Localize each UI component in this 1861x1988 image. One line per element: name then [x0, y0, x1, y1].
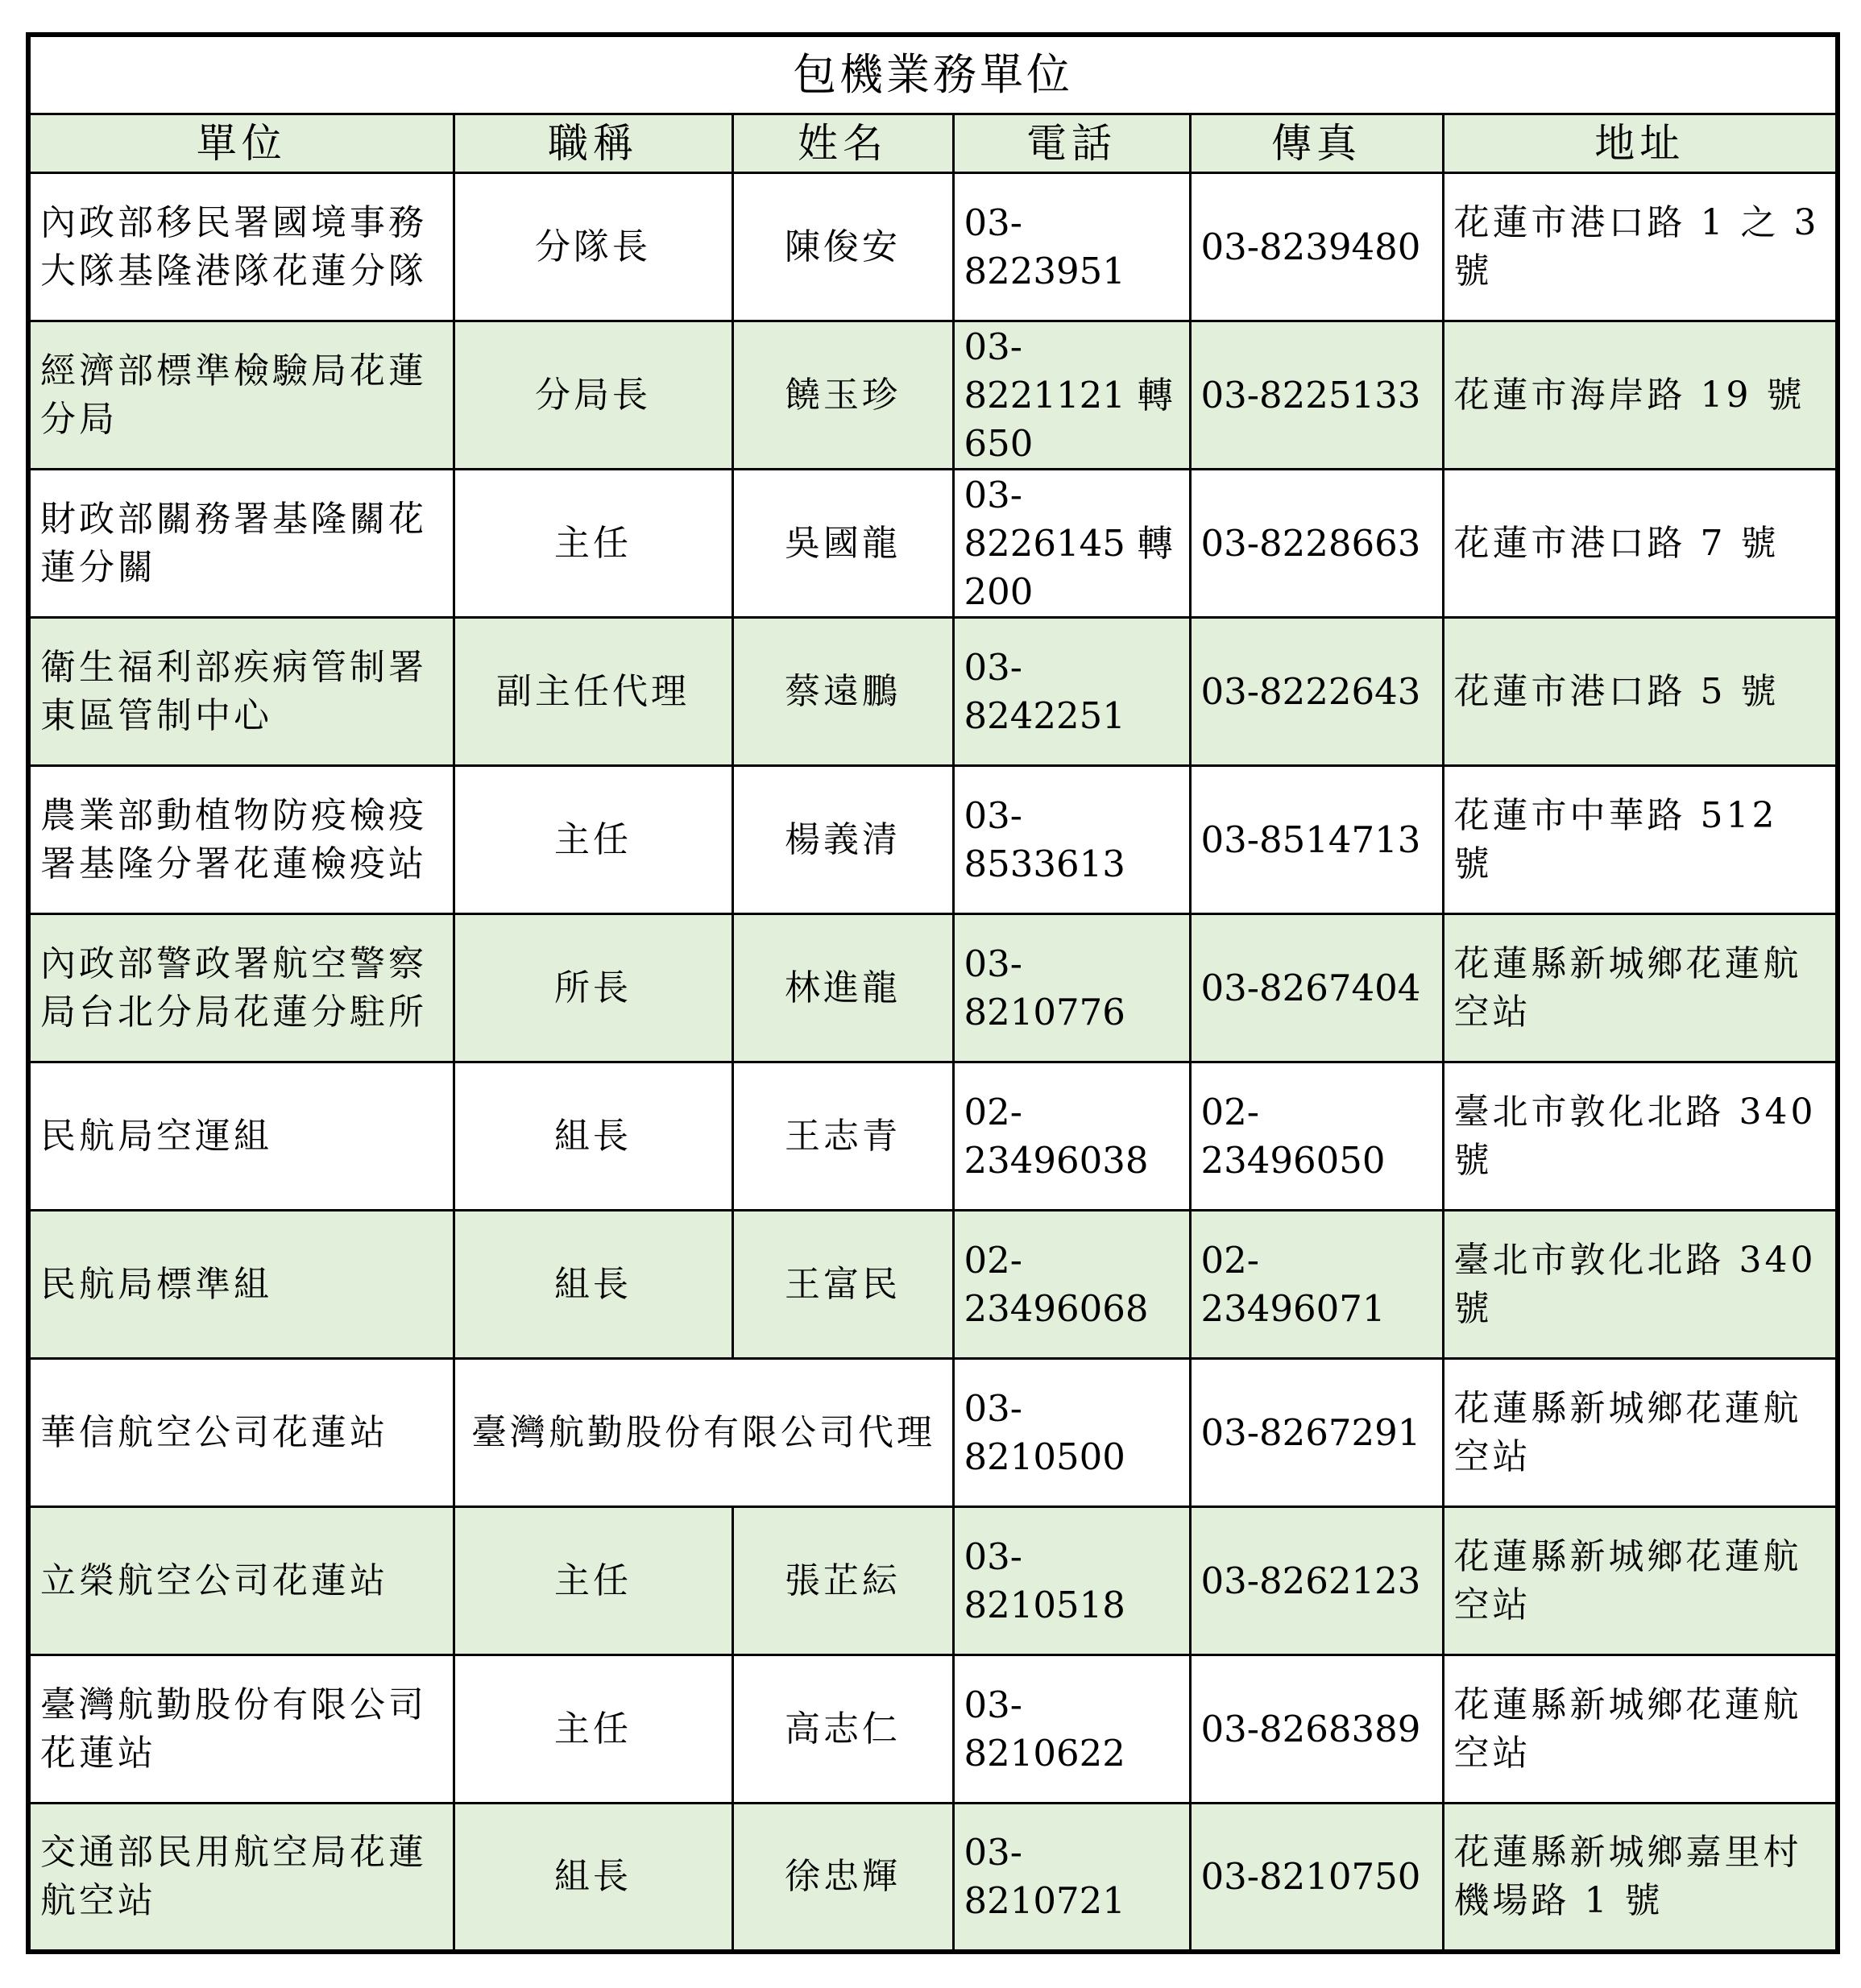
unit-cell: 內政部警政署航空警察局台北分局花蓮分駐所: [28, 914, 454, 1062]
address-cell: 花蓮縣新城鄉花蓮航空站: [1443, 1507, 1838, 1655]
table-row: [28, 1359, 1838, 1507]
title-cell: 組長: [454, 1062, 732, 1211]
unit-cell: 內政部移民署國境事務大隊基隆港隊花蓮分隊: [28, 173, 454, 321]
address-cell: 花蓮縣新城鄉花蓮航空站: [1443, 914, 1838, 1062]
name-cell: 蔡遠鵬: [732, 618, 953, 766]
phone-cell: 03-8210622: [953, 1655, 1190, 1804]
name-cell: 王志青: [732, 1062, 953, 1211]
table-row: [28, 1507, 1838, 1655]
table-row: [28, 618, 1838, 766]
unit-cell: 民航局標準組: [28, 1211, 454, 1359]
fax-cell: 03-8267291: [1190, 1359, 1443, 1507]
name-cell: 吳國龍: [732, 470, 953, 618]
unit-cell: 民航局空運組: [28, 1062, 454, 1211]
phone-cell: 03-8533613: [953, 766, 1190, 914]
address-cell: 花蓮縣新城鄉花蓮航空站: [1443, 1655, 1838, 1804]
address-cell: 花蓮市港口路 1 之 3 號: [1443, 173, 1838, 321]
merged-title-name-cell: 臺灣航勤股份有限公司代理: [454, 1359, 953, 1507]
unit-cell: 臺灣航勤股份有限公司花蓮站: [28, 1655, 454, 1804]
unit-cell: 華信航空公司花蓮站: [28, 1359, 454, 1507]
title-cell: 組長: [454, 1211, 732, 1359]
phone-cell: 03-8242251: [953, 618, 1190, 766]
table-header-row: [28, 114, 1838, 173]
name-cell: 王富民: [732, 1211, 953, 1359]
address-cell: 花蓮市港口路 7 號: [1443, 470, 1838, 618]
name-cell: 徐忠輝: [732, 1804, 953, 1952]
phone-cell: 02-23496038: [953, 1062, 1190, 1211]
header-phone: 電話: [953, 114, 1190, 173]
address-cell: 花蓮縣新城鄉花蓮航空站: [1443, 1359, 1838, 1507]
phone-cell: 03-8221121 轉 650: [953, 321, 1190, 470]
document-page: [26, 32, 1835, 1954]
title-cell: 副主任代理: [454, 618, 732, 766]
name-cell: 饒玉珍: [732, 321, 953, 470]
unit-cell: 交通部民用航空局花蓮航空站: [28, 1804, 454, 1952]
table-row: [28, 470, 1838, 618]
fax-cell: 03-8514713: [1190, 766, 1443, 914]
table-row: [28, 1804, 1838, 1952]
phone-cell: 03-8210500: [953, 1359, 1190, 1507]
address-cell: 花蓮市港口路 5 號: [1443, 618, 1838, 766]
address-cell: 花蓮縣新城鄉嘉里村機場路 1 號: [1443, 1804, 1838, 1952]
title-cell: 分局長: [454, 321, 732, 470]
address-cell: 花蓮市中華路 512 號: [1443, 766, 1838, 914]
table-row: [28, 914, 1838, 1062]
table-row: [28, 1062, 1838, 1211]
address-cell: 臺北市敦化北路 340 號: [1443, 1062, 1838, 1211]
fax-cell: 03-8210750: [1190, 1804, 1443, 1952]
table-title: 包機業務單位: [28, 35, 1838, 114]
title-cell: 主任: [454, 766, 732, 914]
title-cell: 所長: [454, 914, 732, 1062]
title-cell: 主任: [454, 470, 732, 618]
header-unit: 單位: [28, 114, 454, 173]
name-cell: 高志仁: [732, 1655, 953, 1804]
phone-cell: 03-8210776: [953, 914, 1190, 1062]
header-address: 地址: [1443, 114, 1838, 173]
unit-cell: 農業部動植物防疫檢疫署基隆分署花蓮檢疫站: [28, 766, 454, 914]
unit-cell: 立榮航空公司花蓮站: [28, 1507, 454, 1655]
title-cell: 主任: [454, 1507, 732, 1655]
title-cell: 分隊長: [454, 173, 732, 321]
fax-cell: 03-8222643: [1190, 618, 1443, 766]
charter-units-table: [26, 32, 1840, 1954]
phone-cell: 03-8223951: [953, 173, 1190, 321]
table-row: [28, 173, 1838, 321]
address-cell: 花蓮市海岸路 19 號: [1443, 321, 1838, 470]
table-row: [28, 321, 1838, 470]
table-row: [28, 1211, 1838, 1359]
header-fax: 傳真: [1190, 114, 1443, 173]
phone-cell: 03-8210518: [953, 1507, 1190, 1655]
fax-cell: 03-8267404: [1190, 914, 1443, 1062]
fax-cell: 03-8228663: [1190, 470, 1443, 618]
header-name: 姓名: [732, 114, 953, 173]
fax-cell: 03-8268389: [1190, 1655, 1443, 1804]
name-cell: 張芷紜: [732, 1507, 953, 1655]
name-cell: 林進龍: [732, 914, 953, 1062]
fax-cell: 03-8239480: [1190, 173, 1443, 321]
fax-cell: 03-8262123: [1190, 1507, 1443, 1655]
phone-cell: 03-8210721: [953, 1804, 1190, 1952]
header-title: 職稱: [454, 114, 732, 173]
unit-cell: 經濟部標準檢驗局花蓮分局: [28, 321, 454, 470]
unit-cell: 衛生福利部疾病管制署東區管制中心: [28, 618, 454, 766]
table-title-row: [28, 35, 1838, 114]
name-cell: 陳俊安: [732, 173, 953, 321]
phone-cell: 03-8226145 轉 200: [953, 470, 1190, 618]
fax-cell: 02-23496050: [1190, 1062, 1443, 1211]
fax-cell: 02-23496071: [1190, 1211, 1443, 1359]
title-cell: 主任: [454, 1655, 732, 1804]
unit-cell: 財政部關務署基隆關花蓮分關: [28, 470, 454, 618]
table-row: [28, 766, 1838, 914]
name-cell: 楊義清: [732, 766, 953, 914]
phone-cell: 02-23496068: [953, 1211, 1190, 1359]
address-cell: 臺北市敦化北路 340 號: [1443, 1211, 1838, 1359]
fax-cell: 03-8225133: [1190, 321, 1443, 470]
table-row: [28, 1655, 1838, 1804]
title-cell: 組長: [454, 1804, 732, 1952]
